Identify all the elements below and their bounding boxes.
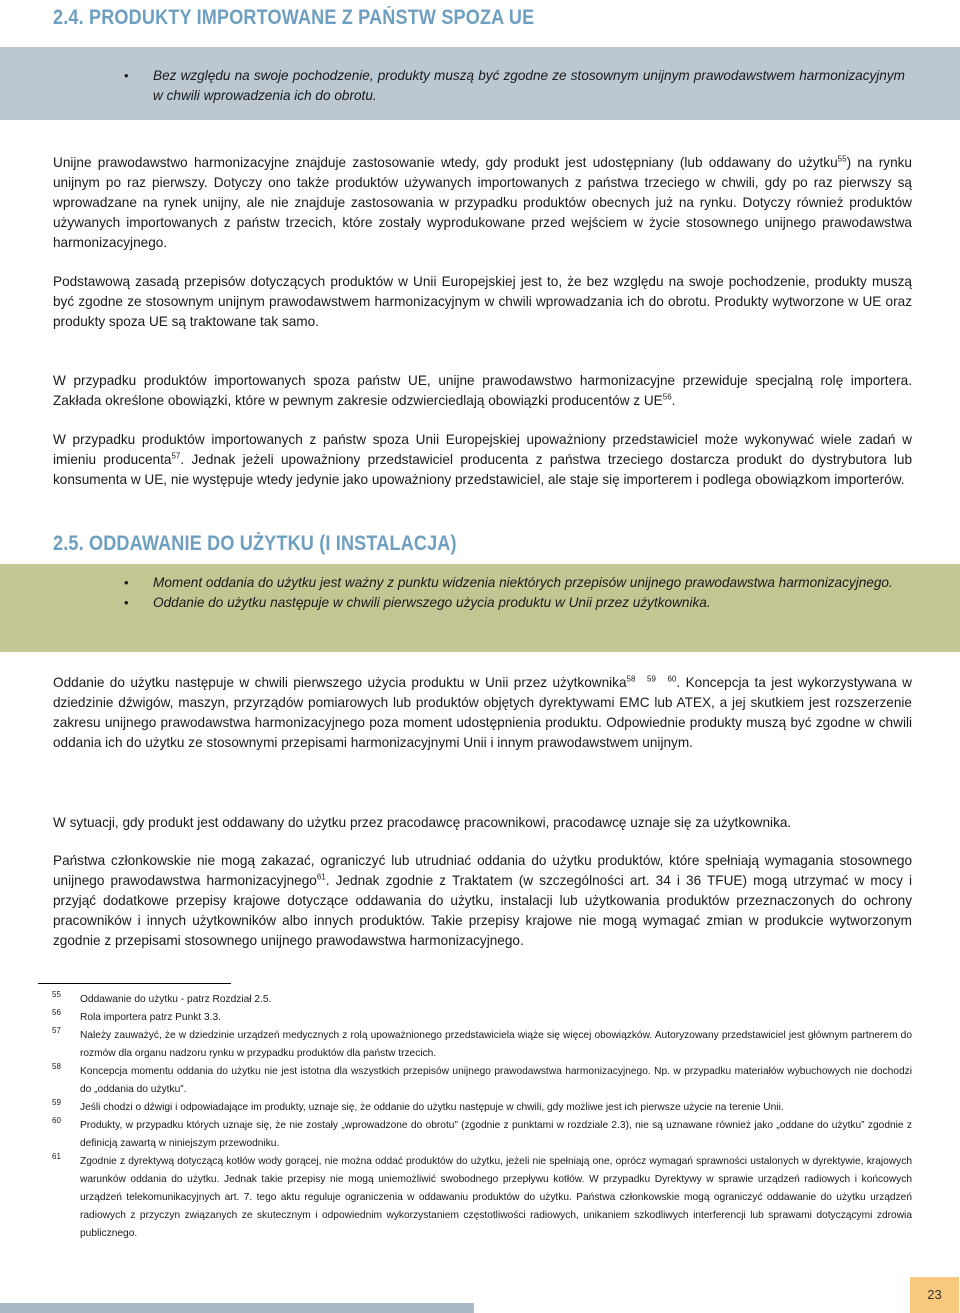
section-heading-2-5: 2.5. ODDAWANIE DO UŻYTKU (I INSTALACJA) (53, 532, 457, 555)
footnote-separator (38, 983, 231, 984)
paragraph: W przypadku produktów importowanych spoza państw UE, unijne prawodawstwo harmonizacyjne przewiduje specjalną rolę importera. Zakłada określone obowiązki, które w pewnym zakresie odzwierciedlają obowiązki producentów z UE$^{56}$. (53, 373, 912, 408)
footnote-ref[interactable]: 56 (662, 392, 672, 402)
footnote-ref[interactable]: 57 (171, 451, 181, 461)
key-points-box-2-4 (0, 47, 960, 120)
footnote: 58 Koncepcja momentu oddania do użytku nie jest istotna dla wszystkich przepisów unijnego prawodawstwa harmonizacyjnego. Np. w przypadku materiałów wybuchowych nie dochodzi do „oddania do użytku”. (52, 1062, 912, 1095)
footnote: 56 Rola importera patrz Punkt 3.3. (52, 1008, 221, 1023)
footnote: 59 Jeśli chodzi o dźwigi i odpowiadające im produkty, uznaje się, że oddanie do użytku następuje w chwili, gdy możliwe jest ich pierwsze użycie na terenie Unii. (52, 1098, 784, 1113)
paragraph: Unijne prawodawstwo harmonizacyjne znajduje zastosowanie wtedy, gdy produkt jest udostępniany (lub oddawany do użytku$^{55}$) na rynku unijnym po raz pierwszy. Dotyczy ono także produktów używanych importowanych z państwa trzeciego w chwili, gdy po raz pierwszy są wprowadzane na rynek unijny, ale nie znajduje zastosowania w przypadku produktów obecnych już na rynku. Dotyczy również produktów używanych importowanych z państw trzecich, które zostały wyprodukowane przed wejściem w życie stosownego unijnego prawodawstwa harmonizacyjnego. (53, 154, 912, 250)
footnote: 60 Produkty, w przypadku których uznaje się, że nie zostały „wprowadzone do obrotu” (zgodnie z punktami w rozdziale 2.3), nie są uznawane również jako „oddane do użytku” zgodnie z definicją zawartą w niniejszym przewodniku. (52, 1116, 912, 1149)
paragraph: W sytuacji, gdy produkt jest oddawany do użytku przez pracodawcę pracownikowi, pracodawcę uznaje się za użytkownika. (53, 815, 792, 830)
key-point-item: • Oddanie do użytku następuje w chwili pierwszego użycia produktu w Unii przez użytkownika. (0, 593, 960, 613)
footnote: 55 Oddawanie do użytku - patrz Rozdział 2.5. (52, 990, 272, 1005)
footnote: 57 Należy zauważyć, że w dziedzinie urządzeń medycznych z rolą upoważnionego przedstawiciela wiąże się więcej obowiązków. Autoryzowany przedstawiciel jest głównym partnerem do rozmów dla organu nadzoru rynku w przypadku produktów dla państw trzecich. (52, 1026, 912, 1059)
footnote: 61 Zgodnie z dyrektywą dotyczącą kotłów wody gorącej, nie można oddać produktów do użytku, jeżeli nie spełniają one, oprócz wymagań sprawności ustalonych w dyrektywie, krajowych warunków oddania do użytku. Jednak takie przepisy nie mogą uniemożliwić swobodnego przepływu kotłów. W przypadku Dyrektywy w sprawie urządzeń radiowych i końcowych urządzeń telekomunikacyjnych art. 7. tego aktu reguluje ograniczenia w oddawaniu produktów do użytku. Państwa członkowskie mogą ograniczyć oddawanie do użytku urządzeń radiowych z przyczyn związanych ze skutecznym i odpowiednim wykorzystaniem częstotliwości radiowych, unikaniem szkodliwych interferencji lub sprawami dotyczącymi zdrowia publicznego. (52, 1152, 912, 1239)
footnote-ref[interactable]: 61 (316, 872, 326, 882)
paragraph: Państwa członkowskie nie mogą zakazać, ograniczyć lub utrudniać oddania do użytku produktów, które spełniają wymagania stosownego unijnego prawodawstwa harmonizacyjnego$^{61}$. Jednak zgodnie z Traktatem (w szczególności art. 34 i 36 TFUE) mogą utrzymać w mocy i przyjąć dodatkowe przepisy krajowe dotyczące oddawania do użytku, instalacji lub użytkowania produktów przeznaczonych do ochrony pracowników i innych użytkowników albo innych produktów. Takie przepisy krajowe nie mogą wymagać zmian w produkcie wytworzonym zgodnie z przepisami stosownego unijnego prawodawstwa harmonizacyjnego. (53, 853, 912, 948)
paragraph: Oddanie do użytku następuje w chwili pierwszego użycia produktu w Unii przez użytkownika$^{58 59 60}$. Koncepcja ta jest wykorzystywana w dziedzinie dźwigów, maszyn, przyrządów pomiarowych lub produktów objętych dyrektywami EMC lub ATEX, a jej skutkiem jest rozszerzenie zakresu unijnego prawodawstwa harmonizacyjnego poza moment udostępnienia produktu. Odpowiednie produkty muszą być zgodne w chwili oddania ich do użytku ze stosownymi przepisami harmonizacyjnymi Unii i innym prawodawstwem unijnym. (53, 674, 912, 750)
footnote-ref[interactable]: 55 (837, 154, 847, 164)
paragraph: W przypadku produktów importowanych z państw spoza Unii Europejskiej upoważniony przedstawiciel może wykonywać wiele zadań w imieniu producenta$^{57}$. Jednak jeżeli upoważniony przedstawiciel producenta z państwa trzeciego dostarcza produkt do dystrybutora lub konsumenta w UE, nie występuje wtedy jedynie jako upoważniony przedstawiciel, ale staje się importerem i podlega obowiązkom importerów. (53, 432, 912, 487)
paragraph: Podstawową zasadą przepisów dotyczących produktów w Unii Europejskiej jest to, że bez względu na swoje pochodzenie, produkty muszą być zgodne ze stosownym unijnym prawodawstwem harmonizacyjnym w chwili wprowadzania ich do obrotu. Produkty wytworzone w UE oraz produkty spoza UE są traktowane tak samo. (53, 274, 912, 329)
key-point-item: • Moment oddania do użytku jest ważny z punktu widzenia niektórych przepisów unijnego prawodawstwa harmonizacyjnego. (0, 573, 960, 593)
page-number: 23 (910, 1277, 959, 1313)
footnote-ref[interactable]: 58 59 60 (626, 674, 677, 684)
section-heading-2-4: 2.4. PRODUKTY IMPORTOWANE Z PAŃSTW SPOZA UE (53, 6, 535, 29)
key-points-box-2-5 (0, 564, 960, 652)
key-point-item: • Bez względu na swoje pochodzenie, produkty muszą być zgodne ze stosownym unijnym prawodawstwem harmonizacyjnym w chwili wprowadzenia ich do obrotu. (0, 66, 960, 105)
page-footer-bar (0, 1303, 474, 1313)
